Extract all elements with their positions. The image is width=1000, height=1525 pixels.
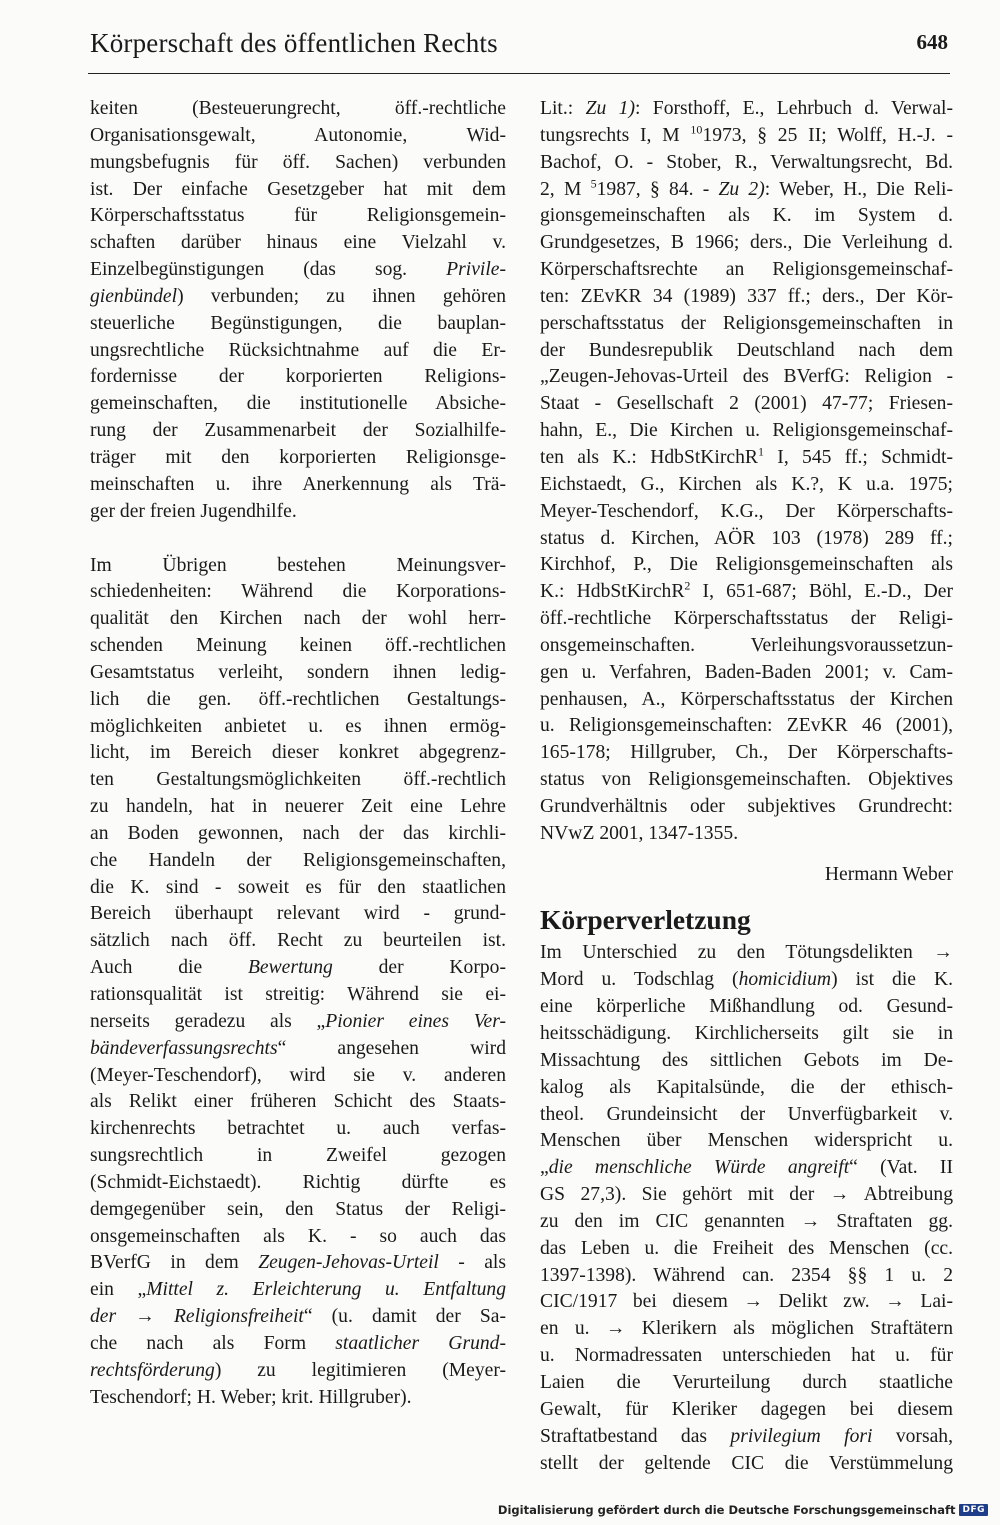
text-line: als Relikt einer früheren Schicht des Staats- — [90, 1091, 506, 1113]
running-header-title: Körperschaft des öffentlichen Rechts — [90, 28, 498, 58]
text-line: Bachof, O. - Stober, R., Verwaltungsrecht, Bd. — [540, 151, 953, 173]
header-rule — [88, 73, 950, 74]
text-line: Teschendorf; H. Weber; krit. Hillgruber). — [90, 1386, 412, 1408]
text-line: keiten (Besteuerungrecht, öff.-rechtliche — [90, 98, 506, 119]
text-line: ten: ZEvKR 34 (1989) 337 ff.; ders., Der Kör- — [540, 285, 953, 307]
text-line: Kirchhof, P., Die Religionsgemeinschaften als — [540, 554, 953, 576]
paragraph-gap — [90, 526, 506, 553]
footer-text: Digitalisierung gefördert durch die Deutsche Forschungsgemeinschaft — [497, 1503, 956, 1517]
text-line: Laien die Verurteilung durch staatliche — [540, 1371, 953, 1393]
text-line: kalog als Kapitalsünde, die der ethisch- — [540, 1076, 953, 1098]
text-line: rationsqualität ist streitig: Während sie ei- — [90, 984, 506, 1005]
text-line: Im Unterschied zu den Tötungsdelikten → — [540, 942, 953, 964]
text-line: die K. sind - soweit es für den staatlichen — [90, 876, 506, 898]
text-line: rung der Zusammenarbeit der Sozialhilfe- — [90, 420, 506, 442]
paragraph-privilegienbuendel — [90, 96, 506, 526]
text-line: che Handeln der Religionsgemeinschaften, — [90, 849, 506, 871]
text-line: (Schmidt-Eichstaedt). Richtig dürfte es — [90, 1171, 506, 1193]
literature-block — [540, 96, 953, 848]
text-line: möglichkeiten anbietet u. es ihnen ermög- — [90, 715, 506, 737]
text-line: gemeinschaften, die institutionelle Absiche- — [90, 393, 506, 415]
text-line: ten Gestaltungsmöglichkeiten öff.-rechtlich — [90, 769, 506, 791]
text-line: CIC/1917 bei diesem → Delikt zw. → Lai- — [540, 1291, 953, 1313]
text-line: Straftatbestand das privilegium fori vorsah, — [540, 1425, 953, 1447]
text-line: Bereich überhaupt relevant wird - grund- — [90, 903, 506, 925]
text-line: der Bundesrepublik Deutschland nach dem — [540, 339, 953, 361]
text-line: hahn, E., Die Kirchen u. Religionsgemeinschaf- — [540, 420, 953, 442]
text-line: stellt der geltende CIC die Verstümmelung — [540, 1452, 953, 1474]
text-line: lich die gen. öff.-rechtlichen Gestaltungs- — [90, 688, 506, 710]
author-signature: Hermann Weber — [824, 863, 953, 885]
text-line: Eichstaedt, G., Kirchen als K.?, K u.a. 1975; — [540, 473, 953, 495]
text-line: der → Religionsfreiheit“ (u. damit der Sa- — [90, 1306, 506, 1328]
text-line: u. Religionsgemeinschaften: ZEvKR 46 (2001), — [540, 715, 953, 737]
page-number: 648 — [916, 30, 948, 54]
text-line: nerseits geradezu als „Pionier eines Ver- — [90, 1010, 506, 1032]
text-line: che nach als Form staatlicher Grund- — [90, 1332, 506, 1354]
text-line: ungsrechtliche Rücksichtnahme auf die Er- — [90, 339, 506, 361]
section-heading: Körperverletzung — [540, 904, 751, 936]
section-body — [540, 940, 953, 1477]
text-line: sätzlich nach öff. Recht zu beurteilen ist. — [90, 930, 506, 952]
text-line: heitsschädigung. Kirchlicherseits gilt sie in — [540, 1023, 953, 1044]
text-line: mungsbefugnis für öff. Sachen) verbunden — [90, 151, 506, 173]
text-line: qualität den Kirchen nach der wohl herr- — [90, 608, 506, 630]
text-line: das Leben u. die Freiheit des Menschen (cc. — [540, 1237, 953, 1259]
spacer — [540, 848, 953, 862]
text-line: Meyer-Teschendorf, K.G., Der Körperschafts- — [540, 500, 953, 522]
text-line: Grundverhältnis oder subjektives Grundrecht: — [540, 795, 953, 817]
text-line: bändeverfassungsrechts“ angesehen wird — [90, 1037, 506, 1059]
text-line: K.: HdbStKirchR$^2$ I, 651-687; Böhl, E.-D., Der — [540, 579, 953, 603]
text-line: ten als K.: HdbStKirchR$^1$ I, 545 ff.; Schmidt- — [540, 444, 953, 468]
text-line: Gesamtstatus verleiht, sondern ihnen ledig- — [90, 661, 506, 683]
right-column — [540, 96, 953, 1477]
text-line: penhausen, A., Körperschaftsstatus der Kirchen — [540, 688, 953, 710]
text-line: gionsgemeinschaften als K. im System d. — [540, 205, 953, 227]
text-line: träger mit den korporierten Religionsge- — [90, 446, 506, 468]
text-line: Menschen über Menschen widerspricht u. — [540, 1130, 953, 1152]
text-line: Im Übrigen bestehen Meinungsver- — [90, 554, 506, 576]
text-line: GS 27,3). Sie gehört mit der → Abtreibung — [540, 1184, 953, 1206]
text-line: ist. Der einfache Gesetzgeber hat mit dem — [90, 178, 506, 200]
spacer — [540, 888, 953, 902]
text-line: BVerfG in dem Zeugen-Jehovas-Urteil - als — [90, 1252, 506, 1274]
text-line: kirchenrechts betrachtet u. auch verfas- — [90, 1118, 506, 1140]
text-line: status d. Kirchen, AÖR 103 (1978) 289 ff.; — [540, 527, 953, 549]
text-line: onsgemeinschaften als K. - so auch das — [90, 1225, 506, 1247]
paragraph-meinungsverschiedenheiten — [90, 553, 506, 1412]
text-line: eine körperliche Mißhandlung od. Gesund- — [540, 996, 953, 1018]
text-line: rechtsförderung) zu legitimieren (Meyer- — [90, 1359, 506, 1381]
text-line: 165-178; Hillgruber, Ch., Der Körperschafts- — [540, 742, 953, 764]
text-line: demgegenüber sein, den Status der Religi- — [90, 1198, 506, 1220]
text-line: schenden Meinung keinen öff.-rechtlichen — [90, 635, 506, 657]
text-line: schaften darüber hinaus eine Vielzahl v. — [90, 232, 506, 254]
text-line: Organisationsgewalt, Autonomie, Wid- — [90, 124, 506, 146]
text-line: zu handeln, hat in neuerer Zeit eine Lehre — [90, 796, 506, 818]
text-line: (Meyer-Teschendorf), wird sie v. anderen — [90, 1064, 506, 1086]
digitization-footer — [498, 1503, 988, 1517]
text-line: Auch die Bewertung der Korpo- — [90, 957, 506, 979]
text-line: Grundgesetzes, B 1966; ders., Die Verleihung d. — [540, 232, 953, 254]
text-line: steuerliche Begünstigungen, die bauplan- — [90, 312, 506, 334]
text-line: status von Religionsgemeinschaften. Objektives — [540, 769, 953, 791]
text-line: Lit.: Zu 1): Forsthoff, E., Lehrbuch d. Verwal- — [540, 98, 953, 119]
text-line: licht, im Bereich dieser konkret abgegrenz- — [90, 742, 506, 764]
text-line: Einzelbegünstigungen (das sog. Privile- — [90, 259, 506, 281]
text-line: ger der freien Jugendhilfe. — [90, 500, 297, 522]
text-line: „die menschliche Würde angreift“ (Vat. II — [540, 1157, 953, 1179]
text-line: en u. → Klerikern als möglichen Straftätern — [540, 1318, 953, 1340]
text-line: Staat - Gesellschaft 2 (2001) 47-77; Friesen- — [540, 393, 953, 415]
text-line: u. Normadressaten unterschieden hat u. für — [540, 1345, 953, 1367]
text-line: „Zeugen-Jehovas-Urteil des BVerfG: Religion - — [540, 366, 953, 388]
text-line: Körperschaftsstatus für Religionsgemein- — [90, 205, 506, 227]
text-line: öff.-rechtliche Körperschaftsstatus der Religi- — [540, 608, 953, 630]
text-line: Mord u. Todschlag (homicidium) ist die K. — [540, 969, 953, 991]
text-line: 1397-1398). Während can. 2354 §§ 1 u. 2 — [540, 1264, 953, 1286]
text-line: meinschaften u. ihre Anerkennung als Trä- — [90, 473, 506, 495]
text-line: gen u. Verfahren, Baden-Baden 2001; v. Cam- — [540, 661, 953, 683]
text-line: schiedenheiten: Während die Korporations- — [90, 581, 506, 603]
text-line: ein „Mittel z. Erleichterung u. Entfaltung — [90, 1279, 506, 1301]
left-column — [90, 96, 506, 1412]
text-line: Gewalt, für Kleriker dagegen bei diesem — [540, 1398, 953, 1420]
text-line: Missachtung des sittlichen Gebots im De- — [540, 1049, 953, 1071]
text-line: theol. Grundeinsicht der Unverfügbarkeit v. — [540, 1103, 953, 1125]
text-line: tungsrechts I, M $^{10}$1973, § 25 II; Wolff, H.-J. - — [540, 122, 953, 146]
text-line: NVwZ 2001, 1347-1355. — [540, 822, 739, 844]
text-line: sungsrechtlich in Zweifel gezogen — [90, 1145, 506, 1167]
text-line: perschaftsstatus der Religionsgemeinschaften in — [540, 312, 953, 334]
text-line: fordernisse der korporierten Religions- — [90, 366, 506, 388]
text-line: Körperschaftsrechte an Religionsgemeinschaf- — [540, 259, 953, 281]
text-line: zu den im CIC genannten → Straftaten gg. — [540, 1210, 953, 1232]
text-line: 2, M $^5$1987, § 84. - Zu 2): Weber, H., Die Reli- — [540, 176, 953, 200]
dfg-logo: DFG — [959, 1504, 988, 1516]
text-line: onsgemeinschaften. Verleihungsvoraussetzun- — [540, 634, 953, 656]
text-line: gienbündel) verbunden; zu ihnen gehören — [90, 285, 506, 307]
text-line: an Boden gewonnen, nach der das kirchli- — [90, 822, 506, 844]
